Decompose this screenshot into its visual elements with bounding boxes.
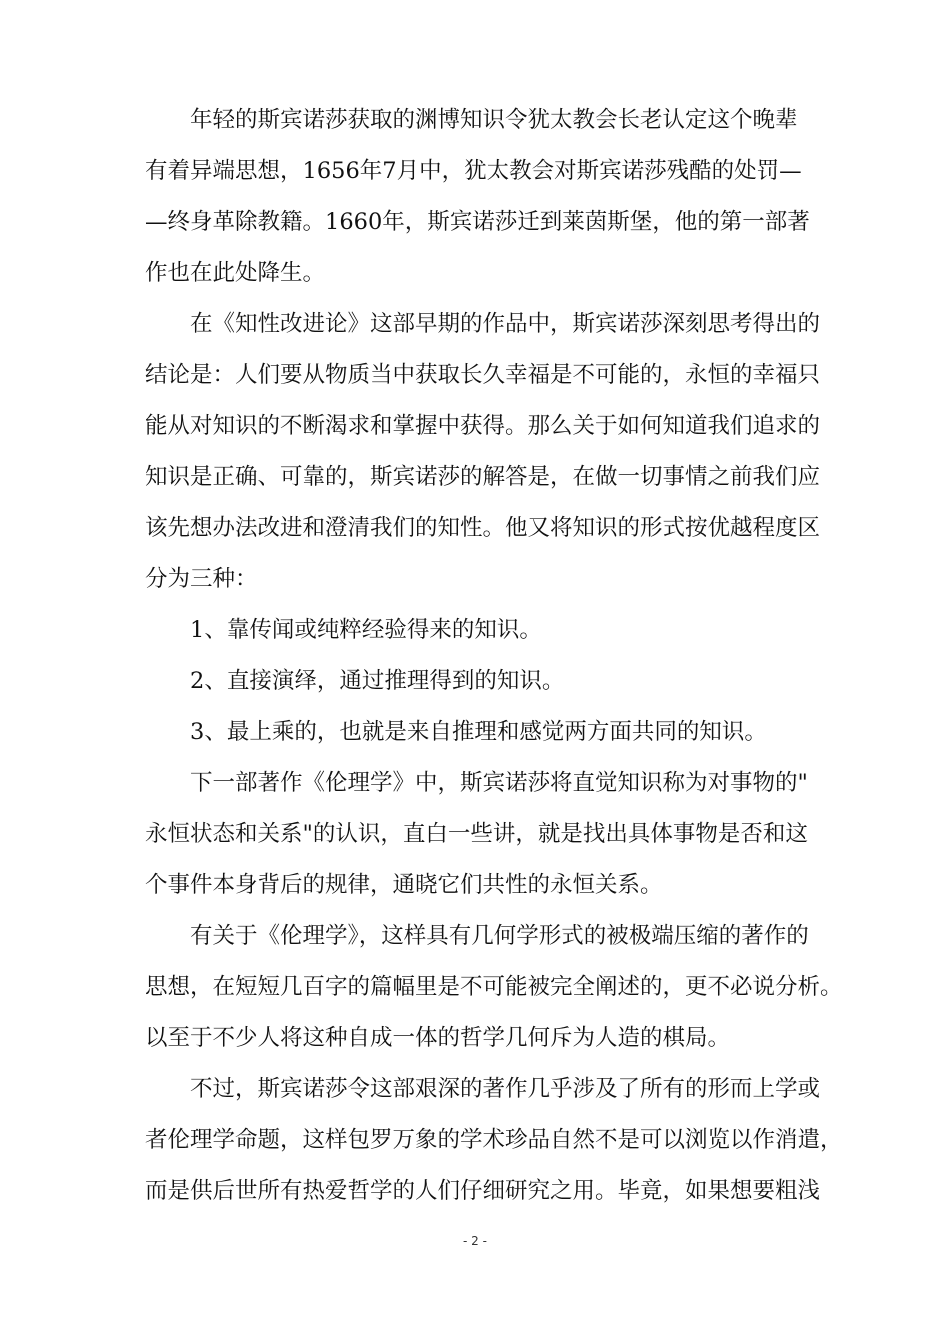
text-line: 而是供后世所有热爱哲学的人们仔细研究之用。毕竟，如果想要粗浅 — [145, 1178, 821, 1204]
text-line: —终身革除教籍。1660年，斯宾诺莎迁到莱茵斯堡，他的第一部著 — [145, 209, 810, 235]
text-line: 有关于《伦理学》，这样具有几何学形式的被极端压缩的著作的 — [190, 923, 809, 949]
text-line: 个事件本身背后的规律，通晓它们共性的永恒关系。 — [145, 872, 663, 898]
text-line: 在《知性改进论》这部早期的作品中，斯宾诺莎深刻思考得出的 — [190, 311, 821, 337]
list-item: 1、靠传闻或纯粹经验得来的知识。 — [190, 617, 542, 643]
page-number: - 2 - — [463, 1234, 487, 1248]
text-line: 不过，斯宾诺莎令这部艰深的著作几乎涉及了所有的形而上学或 — [190, 1076, 821, 1102]
text-line: 下一部著作《伦理学》中，斯宾诺莎将直觉知识称为对事物的" — [190, 770, 808, 796]
text-line: 以至于不少人将这种自成一体的哲学几何斥为人造的棋局。 — [145, 1025, 731, 1051]
text-line: 思想，在短短几百字的篇幅里是不可能被完全阐述的，更不必说分析。 — [145, 974, 843, 1000]
text-line: 该先想办法改进和澄清我们的知性。他又将知识的形式按优越程度区 — [145, 515, 821, 541]
text-line: 永恒状态和关系"的认识，直白一些讲，就是找出具体事物是否和这 — [145, 821, 808, 847]
list-item: 3、最上乘的，也就是来自推理和感觉两方面共同的知识。 — [190, 719, 767, 745]
text-line: 能从对知识的不断渴求和掌握中获得。那么关于如何知道我们追求的 — [145, 413, 821, 439]
text-line: 作也在此处降生。 — [145, 260, 326, 286]
text-line: 者伦理学命题，这样包罗万象的学术珍品自然不是可以浏览以作消遣， — [145, 1127, 843, 1153]
text-line: 分为三种： — [145, 566, 258, 592]
list-item: 2、直接演绎，通过推理得到的知识。 — [190, 668, 565, 694]
text-line: 年轻的斯宾诺莎获取的渊博知识令犹太教会长老认定这个晚辈 — [190, 107, 798, 133]
text-line: 结论是：人们要从物质当中获取长久幸福是不可能的，永恒的幸福只 — [145, 362, 821, 388]
text-line: 有着异端思想，1656年7月中，犹太教会对斯宾诺莎残酷的处罚— — [145, 158, 802, 184]
text-line: 知识是正确、可靠的，斯宾诺莎的解答是，在做一切事情之前我们应 — [145, 464, 821, 490]
